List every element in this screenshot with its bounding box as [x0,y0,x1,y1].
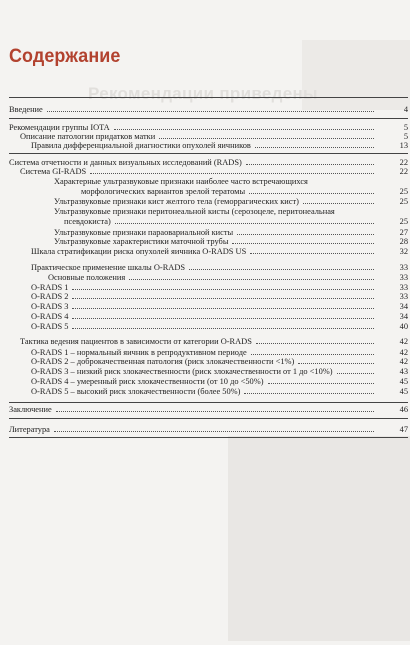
dot-leader [54,425,374,432]
toc-entry-title: Тактика ведения пациентов в зависимости от категории O-RADS [20,337,252,346]
bleed-through-heading: Рекомендации приведены [88,84,318,103]
toc-page-number: 42 [399,348,408,357]
toc-page-number: 42 [399,337,408,346]
section-divider [9,418,408,419]
dot-leader [237,228,374,235]
dot-leader [129,273,374,280]
toc-page-number: 4 [403,105,408,114]
toc-entry-title: Ультразвуковые признаки параовариальной кисты [54,228,234,237]
dot-leader [72,302,374,309]
toc-entry-title: O-RADS 2 – доброкачественная патология (риск злокачественности <1%) [31,357,295,366]
dot-leader [251,348,374,355]
toc-entry-title: O-RADS 2 [31,292,69,301]
toc-page-number: 34 [399,312,408,321]
toc-entry-title: O-RADS 3 – низкий риск злокачественности (риск злокачественности от 1 до <10%) [31,367,333,376]
toc-entry-title: Ультразвуковые характеристики маточной трубы [54,237,229,246]
dot-leader [298,357,374,364]
toc-page-number: 33 [399,292,408,301]
toc-page-number: 25 [399,187,408,196]
toc-entry-title: Основные положения [48,273,126,282]
toc-page-number: 45 [399,377,408,386]
toc-entry-title: морфологических вариантов зрелой тератомы [81,187,246,196]
toc-entry-title: O-RADS 1 – нормальный яичник в репродуктивном периоде [31,348,247,357]
toc-page-number: 13 [399,141,408,150]
toc-entry-title: Описание патологии придатков матки [20,132,156,141]
toc-entry-title: O-RADS 4 [31,312,69,321]
toc-page-number: 43 [399,367,408,376]
dot-leader [256,337,374,344]
toc-page-number: 42 [399,357,408,366]
toc-page-number: 28 [399,237,408,246]
toc-entry-title: O-RADS 4 – умеренный риск злокачественности (от 10 до <50%) [31,377,264,386]
dot-leader [244,387,374,394]
toc-entry-title: Ультразвуковые признаки перитонеальной кисты (серозоцеле, перитонеальная [54,207,335,216]
toc-page-number: 25 [399,197,408,206]
toc-page-number: 33 [399,273,408,282]
toc-page-number: 47 [399,425,408,434]
section-divider [9,97,408,98]
toc-page-number: 45 [399,387,408,396]
dot-leader [159,132,374,139]
section-divider [9,153,408,154]
bleed-through-image [228,436,410,641]
dot-leader [250,247,374,254]
toc-entry-title: O-RADS 5 [31,322,69,331]
toc-page-number: 46 [399,405,408,414]
toc-page-number: 33 [399,283,408,292]
toc-entry-title: O-RADS 1 [31,283,69,292]
toc-page-number: 22 [399,167,408,176]
dot-leader [47,105,374,112]
toc-entry-title: Характерные ультразвуковые признаки наиболее часто встречающихся [54,177,308,186]
section-divider [9,402,408,403]
toc-page-number: 22 [399,158,408,167]
page-title: Содержание [9,45,121,67]
toc-entry-title: псевдокиста) [64,217,111,226]
toc-entry-title: O-RADS 5 – высокий риск злокачественности (более 50%) [31,387,241,396]
toc-entry-title: Практическое применение шкалы O-RADS [31,263,186,272]
dot-leader [268,377,375,384]
dot-leader [255,141,374,148]
bleed-through-image [302,40,410,110]
toc-page-number: 5 [403,123,408,132]
toc-page-number: 40 [399,322,408,331]
toc-page-number: 34 [399,302,408,311]
toc-entry-title: Заключение [9,405,52,414]
toc-entry-title: Шкала стратификации риска опухолей яичника O-RADS US [31,247,247,256]
toc-entry-title: O-RADS 3 [31,302,69,311]
dot-leader [72,283,374,290]
toc-entry-title: Литература [9,425,50,434]
dot-leader [90,167,374,174]
toc-entry-title: Введение [9,105,43,114]
toc-page-number: 33 [399,263,408,272]
section-divider [9,437,408,438]
dot-leader [72,292,374,299]
dot-leader [303,197,374,204]
dot-leader [56,405,374,412]
toc-entry-title: Правила дифференциальной диагностики опухолей яичников [31,141,251,150]
dot-leader [337,367,374,374]
dot-leader [189,263,374,270]
toc-page-number: 27 [399,228,408,237]
dot-leader [249,187,374,194]
dot-leader [115,217,374,224]
toc-entry-title: Рекомендации группы IOTA [9,123,110,132]
toc-entry-title: Ультразвуковые признаки кист желтого тела (геморрагических кист) [54,197,299,206]
section-divider [9,118,408,119]
toc-entry-title: Система отчетности и данных визуальных исследований (RADS) [9,158,242,167]
toc-entry-title: Система GI-RADS [20,167,87,176]
toc-page-number: 32 [399,247,408,256]
toc-page-number: 25 [399,217,408,226]
dot-leader [72,312,374,319]
toc-page-number: 5 [403,132,408,141]
dot-leader [72,322,374,329]
dot-leader [232,237,374,244]
dot-leader [114,123,374,130]
dot-leader [246,158,374,165]
